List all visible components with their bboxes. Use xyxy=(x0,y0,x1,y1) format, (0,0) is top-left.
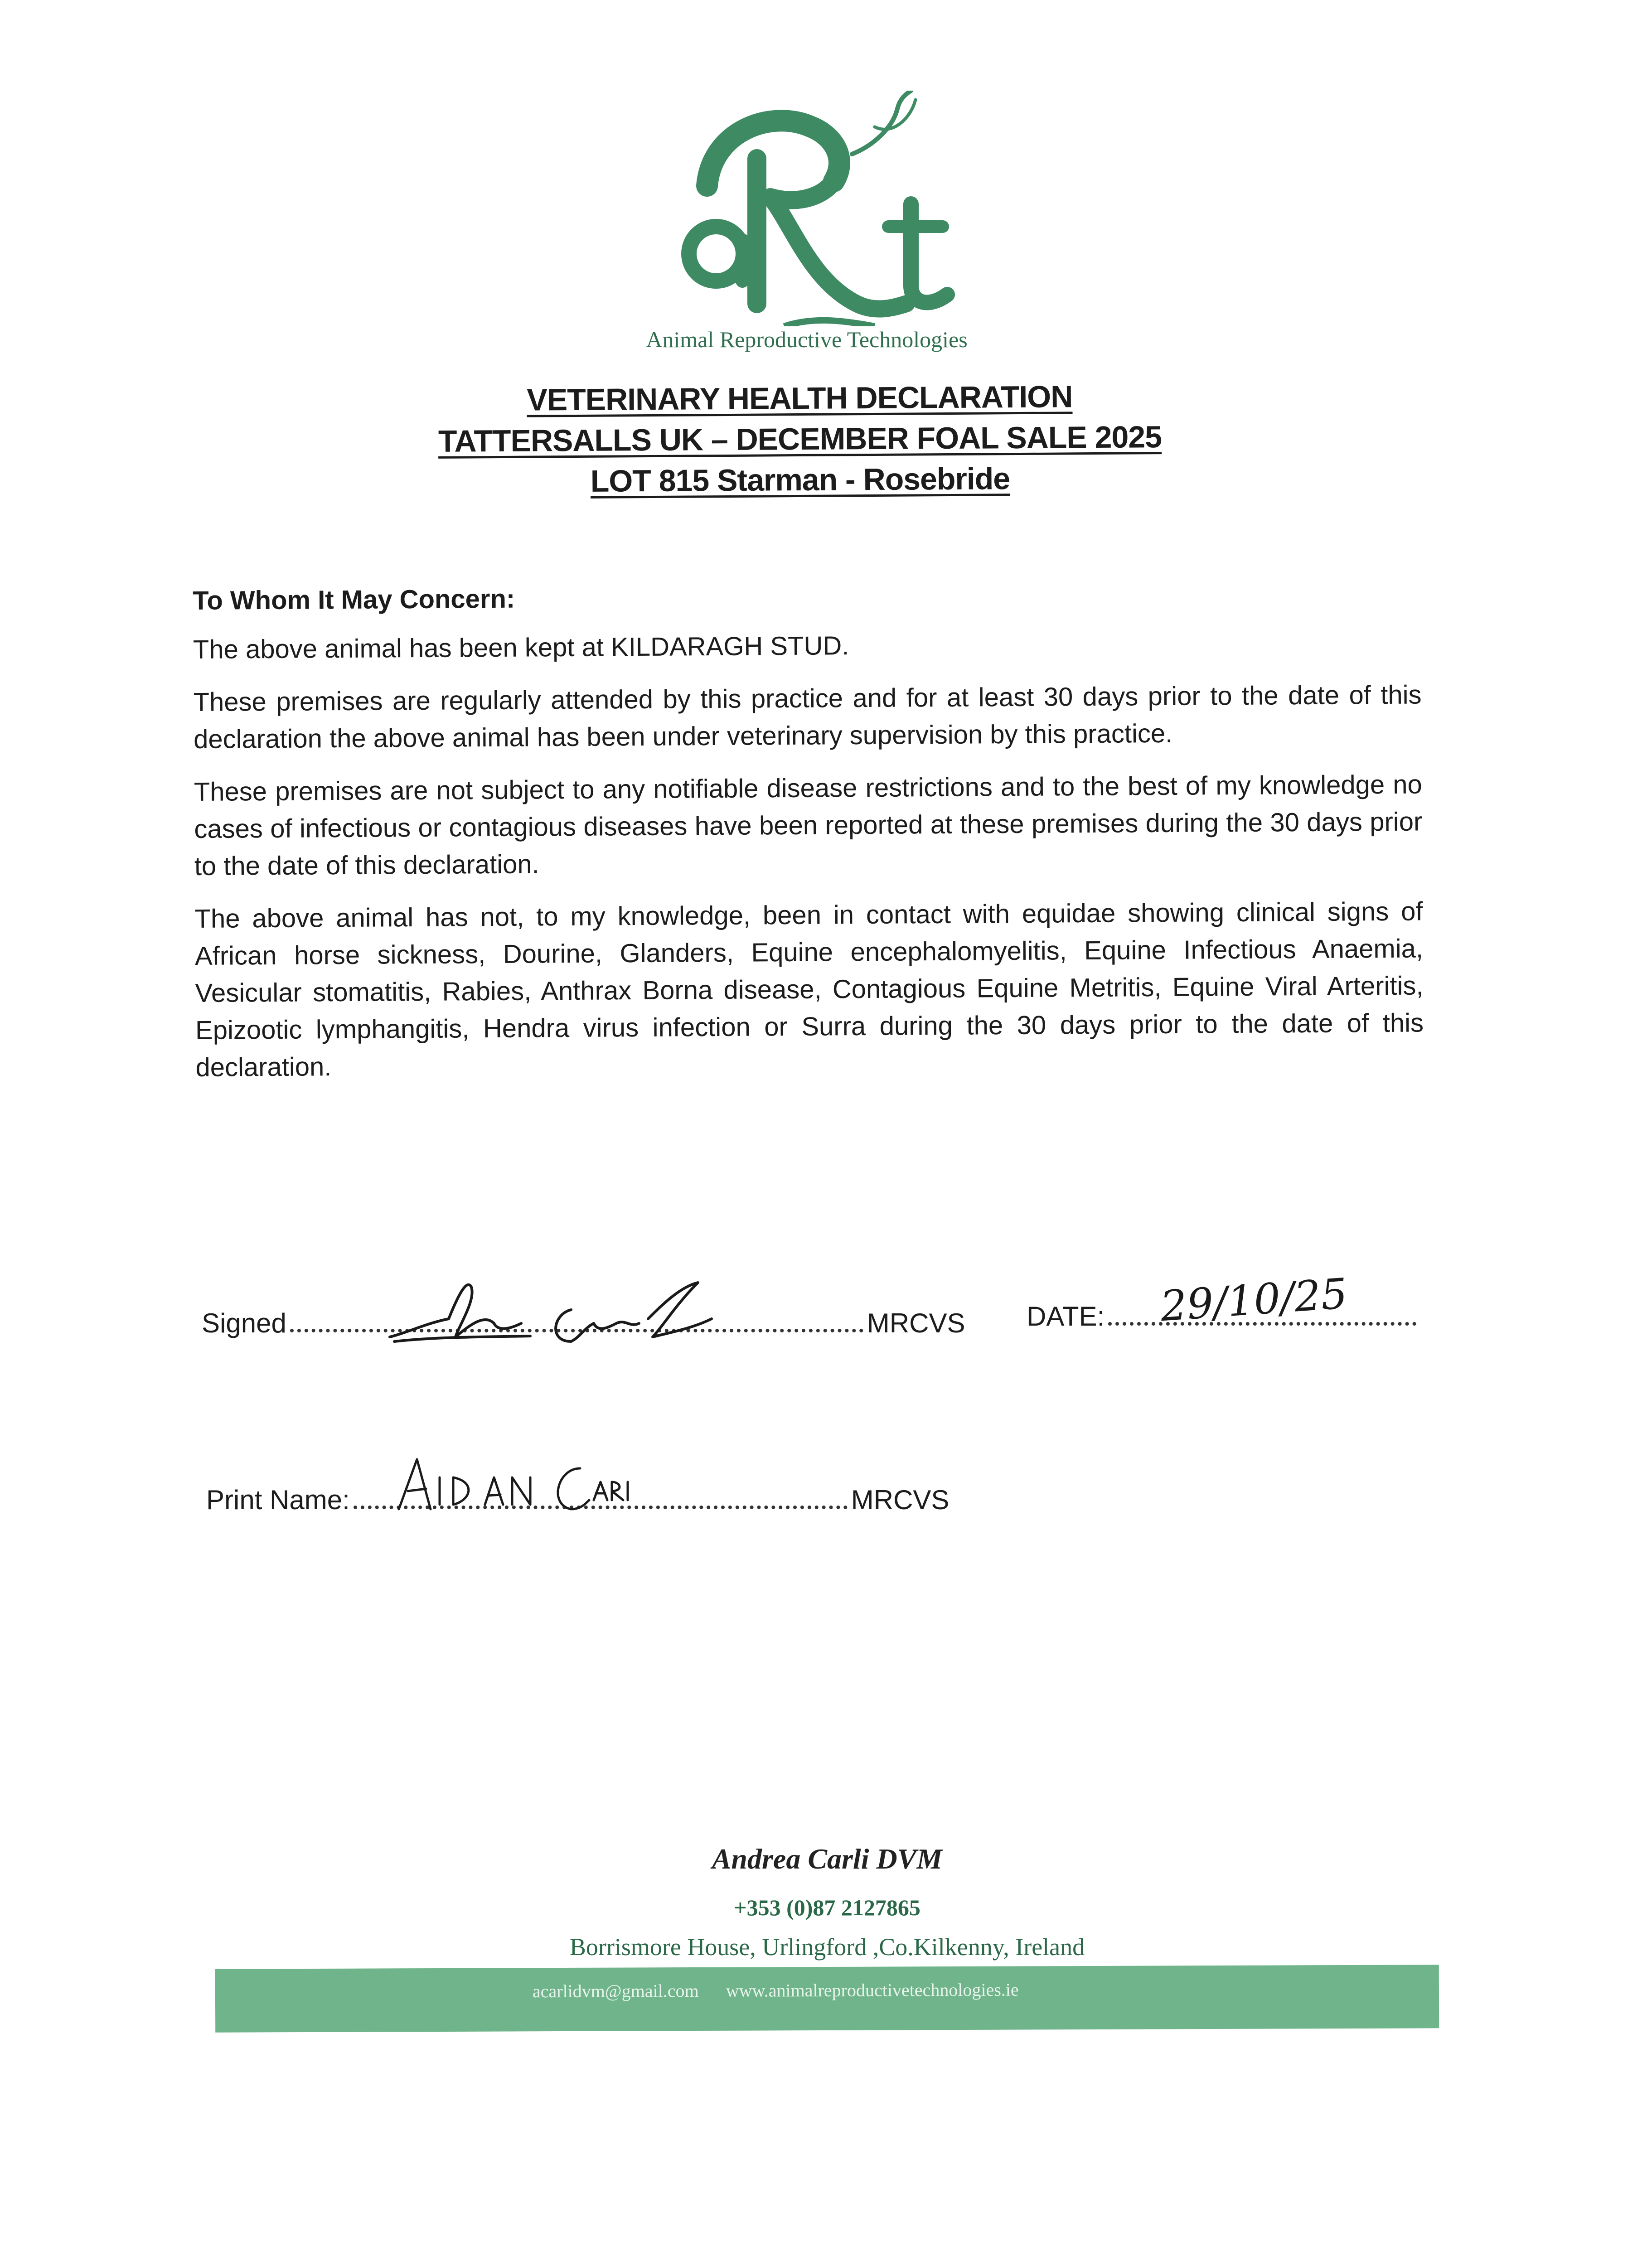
company-logo xyxy=(621,91,993,358)
greeting: To Whom It May Concern: xyxy=(193,584,515,615)
signature-icon xyxy=(381,1269,725,1355)
paragraph: The above animal has not, to my knowledge, been in contact with equidae showing clinical signs of African horse sickness, Dourine, Glanders, Equine encephalomyelitis, Equine Infectious Anaemia, Vesicular stomatitis, Rabies, Anthrax Borna disease, Contagious Equine Metritis, Equine Viral Arteritis, Epizootic lymphangitis, Hendra virus infection or Surra during the 30 days prior to the date of this declaration. xyxy=(194,896,1424,1082)
declaration-body xyxy=(193,575,1424,1102)
date-handwritten: 29/10/25 xyxy=(1158,1269,1349,1331)
document-title xyxy=(317,380,1283,508)
art-logo-icon xyxy=(621,91,993,326)
footer-vet-name: Andrea Carli DVM xyxy=(712,1843,943,1875)
title-line-2: TATTERSALLS UK – DECEMBER FOAL SALE 2025 xyxy=(438,420,1162,459)
footer-address: Borrismore House, Urlingford ,Co.Kilkenny, Ireland xyxy=(569,1933,1085,1961)
footer-contact-text xyxy=(533,1979,1042,2002)
footer-contact-bar xyxy=(215,1965,1439,2032)
paragraph: The above animal has been kept at KILDARAGH STUD. xyxy=(193,631,849,664)
paragraph: These premises are regularly attended by this practice and for at least 30 days prior to the date of this declaration the above animal has been under veterinary supervision by this practice. xyxy=(193,680,1422,754)
footer-website[interactable]: www.animalreproductivetechnologies.ie xyxy=(726,1979,1019,2001)
footer-email[interactable]: acarlidvm@gmail.com xyxy=(532,1980,699,2002)
logo-caption: Animal Reproductive Technologies xyxy=(646,327,968,352)
title-line-3: LOT 815 Starman - Rosebride xyxy=(590,461,1010,499)
footer-phone: +353 (0)87 2127865 xyxy=(734,1895,920,1920)
title-line-1: VETERINARY HEALTH DECLARATION xyxy=(527,379,1073,417)
signed-label: Signed xyxy=(202,1308,286,1338)
mrcvs-label: MRCVS xyxy=(867,1308,965,1338)
paragraph: These premises are not subject to any notifiable disease restrictions and to the best of my knowledge no cases of infectious or contagious diseases have been reported at these premises during the 30 days prior to the date of this declaration. xyxy=(194,770,1423,881)
printed-name-handwritten-icon xyxy=(390,1450,635,1518)
print-name-label: Print Name: xyxy=(206,1485,350,1515)
date-label: DATE: xyxy=(1027,1301,1105,1332)
mrcvs-label: MRCVS xyxy=(851,1485,950,1515)
